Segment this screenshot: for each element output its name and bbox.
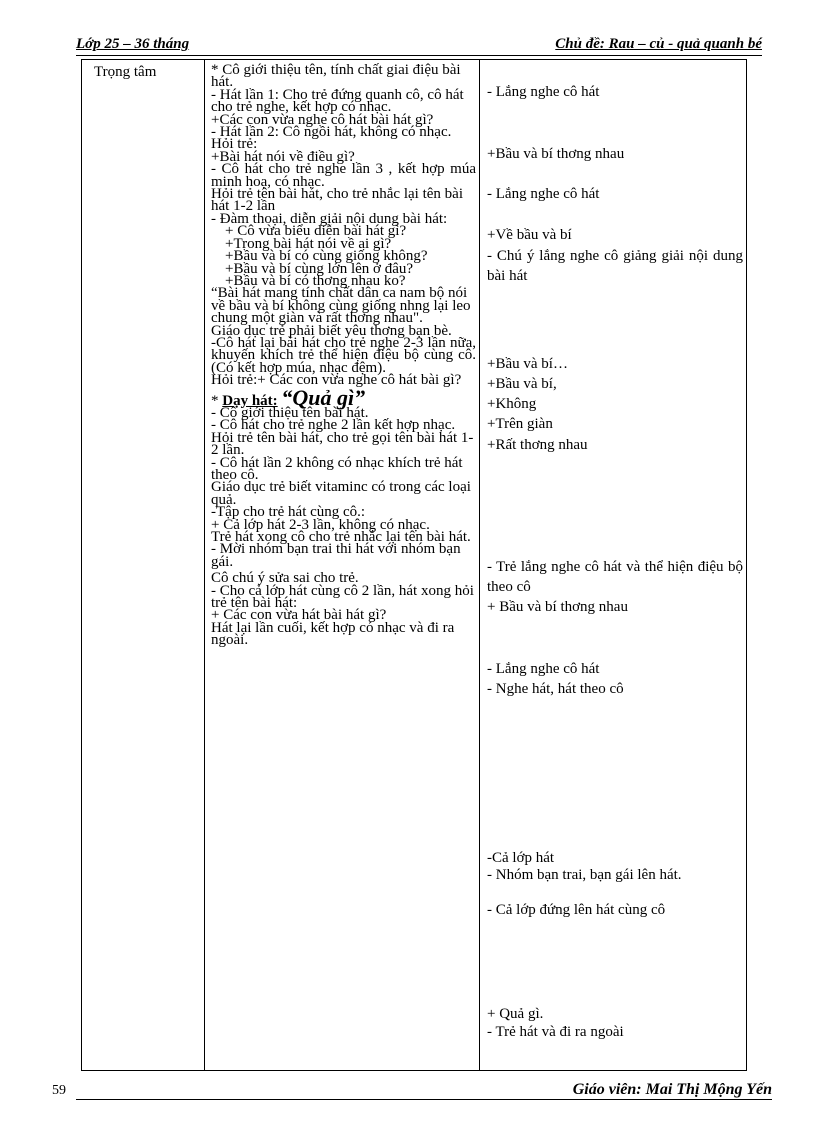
song-bullet: * [211,392,223,409]
activity-line: - Cô hát cho trẻ nghe lần 3 , kết hợp múa minh hoạ, có nhạc. [211,161,476,190]
activity-line: * Cô giới thiệu tên, tính chất giai điệu bài hát. [211,62,461,91]
activity-line: +Bài hát nói về điều gì? [211,148,355,165]
column-divider [204,60,205,1070]
activity-line: Hát lại lần cuối, kết hợp có nhạc và đi ra ngoài. [211,619,455,649]
child-response: +Rất thơng nhau [487,437,588,453]
activity-line: Hỏi trẻ:+ Các con vừa nghe cô hát bài gì? [211,372,462,389]
song-label: Dạy hát: [222,392,278,409]
child-response: +Bầu và bí thơng nhau [487,146,625,162]
child-response: - Cả lớp đứng lên hát cùng cô [487,902,666,918]
activity-line: - Hát lần 1: Cho trẻ đứng quanh cô, cô hát cho trẻ nghe, kết hợp có nhạc. [211,86,464,116]
activity-line: +Trong bài hát nói về ai gì? [225,235,392,252]
activity-line: -Cô hát lại bài hát cho trẻ nghe 2-3 lần nữa, khuyến khích trẻ thể hiện điệu bộ cùng cô. (Có kết hợp múa, nhạc đệm). [211,334,476,376]
child-response: + Bầu và bí thơng nhau [487,599,628,615]
child-response: - Trẻ hát và đi ra ngoài [487,1024,624,1040]
activity-line: - Cô giới thiệu tên bài hát. [211,404,369,421]
activity-line: Hỏi trẻ tên bài hát, cho trẻ nhắc lại tên bài hát 1-2 lần [211,186,463,215]
child-response: -Cả lớp hát [487,850,555,866]
activity-line: + Cả lớp hát 2-3 lần, không có nhạc. [211,516,430,533]
activity-line: - Hát lần 2: Cô ngồi hát, không có nhạc. [211,124,452,141]
activity-line: - Cho cả lớp hát cùng cô 2 lần, hát xong hỏi trẻ tên bài hát: [211,582,474,612]
activity-line: - Đàm thoại, diễn giải nội dung bài hát: [211,210,448,227]
child-response: - Nghe hát, hát theo cô [487,681,624,697]
header-topic: Chủ đề: Rau – củ - quả quanh bé [555,36,762,52]
activity-line: -Tập cho trẻ hát cùng cô.: [211,504,366,521]
lesson-table [81,59,747,1071]
activity-line: +Các con vừa nghe cô hát bài hát gì? [211,111,434,128]
activity-line: Hỏi trẻ tên bài hát, cho trẻ gọi tên bài hát 1-2 lần. [211,429,474,459]
child-response: - Lắng nghe cô hát [487,661,600,677]
child-response: - Lắng nghe cô hát [487,186,600,202]
child-response: - Lắng nghe cô hát [487,84,600,100]
page-number: 59 [52,1083,66,1098]
activity-line: - Cô hát cho trẻ nghe 2 lần kết hợp nhạc. [211,417,456,434]
activity-line: + Cô vừa biểu diễn bài hát gì? [225,223,407,240]
activity-line: Giáo dục trẻ phải biết yêu thơng bạn bè. [211,322,452,339]
activity-line: - Mời nhóm bạn trai thi hát với nhóm bạn gái. [211,541,461,570]
activity-line: + Các con vừa hát bài hát gì? [211,607,387,624]
child-response: +Bầu và bí, [487,376,557,392]
song-title: “Quả gì” [281,384,366,410]
child-response: +Trên giàn [487,416,553,432]
child-response: +Không [487,396,537,412]
header-class: Lớp 25 – 36 tháng [76,36,190,52]
activity-line: Cô chú ý sửa sai cho trẻ. [211,570,359,587]
child-response: +Về bầu và bí [487,227,572,243]
child-response: - Chú ý lắng nghe cô giảng giải nội dung bài hát [487,248,743,284]
child-response: +Bầu và bí… [487,356,568,372]
child-response: - Nhóm bạn trai, bạn gái lên hát. [487,867,682,883]
activity-line: +Bầu và bí có cùng giống không? [225,248,428,265]
activity-line: Trẻ hát xong cô cho trẻ nhắc lại tên bài hát. [211,529,471,546]
activity-line: “Bài hát mang tính chất dân ca nam bộ nói về bầu và bí không cùng giống nhng lại leo chung một giàn và rất thơng nhau". [211,285,471,327]
activity-line: +Bầu và bí có thơng nhau ko? [225,272,406,289]
child-response: - Trẻ lắng nghe cô hát và thể hiện điệu bộ theo cô [487,559,743,595]
activity-line: Giáo dục trẻ biết vitaminc có trong các loại quả. [211,479,471,508]
teacher-activities [211,64,476,647]
activity-line: - Cô hát lần 2 không có nhạc khích trẻ hát theo cô. [211,454,463,483]
column-divider [479,60,480,1070]
section-label: Trọng tâm [94,64,157,80]
footer-divider [76,1099,772,1100]
activity-line: +Bầu và bí cùng lớn lên ở đâu? [225,260,414,277]
activity-line: Hỏi trẻ: [211,136,258,153]
header-divider [76,55,762,56]
child-response: + Quả gì. [487,1006,544,1022]
teacher-name: Giáo viên: Mai Thị Mộng Yến [572,1081,772,1098]
